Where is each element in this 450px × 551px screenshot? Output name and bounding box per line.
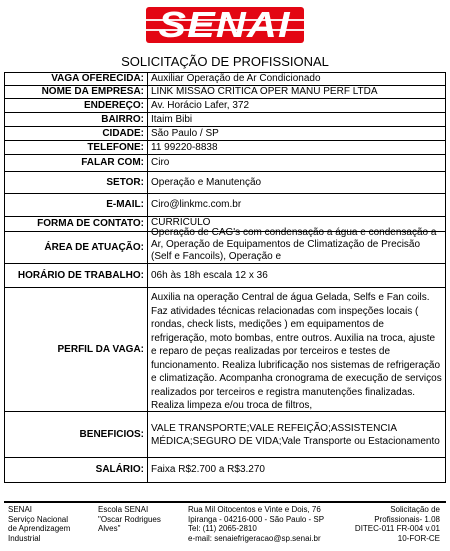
label-salario: SALÁRIO: — [5, 458, 148, 483]
value-bairro: Itaim Bibi — [148, 113, 446, 127]
value-setor: Operação e Manutenção — [148, 172, 446, 194]
value-falar: Ciro — [148, 155, 446, 172]
row-cidade — [5, 127, 446, 141]
value-area-cell — [148, 226, 446, 264]
page-footer — [0, 490, 450, 551]
footer-line: Serviço Nacional — [8, 514, 69, 524]
label-endereco: ENDEREÇO: — [5, 99, 148, 113]
footer-line: Profissionais- 1.08 — [374, 514, 440, 524]
row-area — [5, 232, 446, 264]
label-beneficios: BENEFICIOS: — [5, 412, 148, 458]
row-telefone — [5, 141, 446, 155]
footer-line: Ipiranga - 04216-000 - São Paulo - SP — [188, 514, 325, 524]
row-falar — [5, 155, 446, 172]
label-bairro: BAIRRO: — [5, 113, 148, 127]
value-perfil: Auxilia na operação Central de água Gelada, Selfs e Fan coils. Faz atividades técnicas relacionadas com inspeções locais ( rondas, check lists, medições ) em equipamentos de refrigeração, moto bombas, entre outros. Auxilia na troca, ajuste e reparo de peças realizadas por terceiros e testes de funcionamento. Realiza lubrificação nos sistemas de refrigeração e climatização. Acompanha cronograma de execução de serviços realizados por terceiros e registra manutenções finalizadas. Realiza limpeza e/ou troca de filtros, — [151, 292, 442, 411]
label-vaga: VAGA OFERECIDA: — [5, 73, 148, 86]
footer-school — [98, 505, 161, 534]
row-bairro — [5, 113, 446, 127]
logo-text: SENAI — [158, 4, 292, 45]
row-beneficios — [5, 412, 446, 458]
value-vaga: Auxiliar Operação de Ar Condicionado — [148, 73, 446, 86]
label-telefone: TELEFONE: — [5, 141, 148, 155]
value-area: Operação de CAG's com condensação a água e condensação a Ar, Operação de Equipamentos de Climatização de Precisão (Self e Fancoils), Operação e — [151, 226, 437, 262]
footer-line: 10-FOR-CE — [397, 533, 440, 543]
row-vaga — [5, 73, 446, 86]
label-perfil: PERFIL DA VAGA: — [5, 288, 148, 412]
footer-line: Industrial — [8, 533, 41, 543]
label-falar: FALAR COM: — [5, 155, 148, 172]
footer-line: Escola SENAI — [98, 505, 149, 514]
footer-divider — [4, 501, 446, 503]
value-email: Ciro@linkmc.com.br — [148, 194, 446, 217]
senai-logo — [146, 4, 304, 45]
label-empresa: NOME DA EMPRESA: — [5, 86, 148, 99]
row-perfil — [5, 288, 446, 412]
row-salario — [5, 458, 446, 483]
label-horario: HORÁRIO DE TRABALHO: — [5, 264, 148, 288]
value-empresa: LINK MISSÃO CRÍTICA OPER MANU PERF LTDA — [148, 86, 446, 99]
value-perfil-cell — [148, 288, 446, 412]
row-email — [5, 194, 446, 217]
row-empresa — [5, 86, 446, 99]
request-form-table — [4, 72, 446, 483]
value-beneficios: VALE TRANSPORTE;VALE REFEIÇÃO;ASSISTENCIA MÉDICA;SEGURO DE VIDA;Vale Transporte ou Estacionamento — [148, 412, 446, 458]
row-endereco — [5, 99, 446, 113]
footer-line: de Aprendizagem — [8, 524, 71, 533]
footer-line: Alves" — [98, 524, 121, 533]
footer-line: SENAI — [8, 505, 33, 514]
row-horario — [5, 264, 446, 288]
footer-senai — [8, 505, 70, 543]
value-horario: 06h às 18h escala 12 x 36 — [148, 264, 446, 288]
value-area-clip — [151, 226, 442, 263]
value-salario: Faixa R$2.700 a R$3.270 — [148, 458, 446, 483]
footer-line: "Oscar Rodrigues — [98, 514, 161, 524]
value-endereco: Av. Horácio Lafer, 372 — [148, 99, 446, 113]
label-email: E-MAIL: — [5, 194, 148, 217]
footer-line: DITEC-011 FR-004 v.01 — [354, 524, 440, 533]
value-forma: CURRICULO — [148, 217, 446, 232]
footer-line: Solicitação de — [390, 505, 440, 514]
footer-address — [188, 505, 324, 543]
label-forma: FORMA DE CONTATO: — [5, 217, 148, 232]
footer-line: Rua Mil Oitocentos e Vinte e Dois, 76 — [188, 505, 321, 514]
label-area: ÁREA DE ATUAÇÃO: — [5, 232, 148, 264]
footer-line: Tel: (11) 2065-2810 — [188, 524, 257, 533]
value-cidade: São Paulo / SP — [148, 127, 446, 141]
footer-form-code — [355, 505, 440, 543]
label-cidade: CIDADE: — [5, 127, 148, 141]
value-telefone: 11 99220-8838 — [148, 141, 446, 155]
footer-line: e-mail: senaiefrigeracao@sp.senai.br — [188, 533, 321, 543]
page-title: SOLICITAÇÃO DE PROFISSIONAL — [121, 54, 329, 69]
label-setor: SETOR: — [5, 172, 148, 194]
row-setor — [5, 172, 446, 194]
